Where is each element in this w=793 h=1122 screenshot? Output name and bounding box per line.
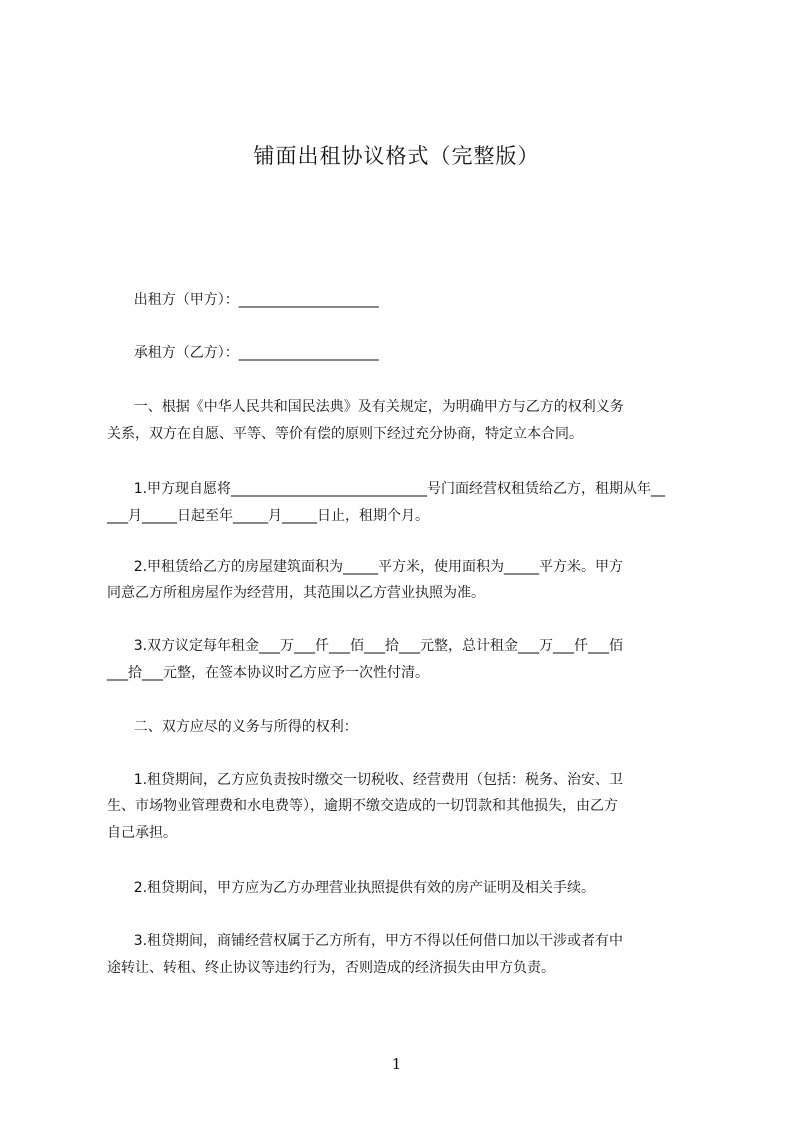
page-number: 1: [391, 1055, 402, 1073]
text-line: 承租方（乙方）：____________________: [107, 345, 379, 361]
text-line: 关系，双方在自愿、平等、等价有偿的原则下经过充分协商，特定立本合同。: [107, 426, 583, 442]
text-line: 1.租贷期间，乙方应负责按时缴交一切税收、经营费用（包括：税务、治安、卫: [107, 772, 624, 788]
text-line: 2.租贷期间，甲方应为乙方办理营业执照提供有效的房产证明及相关手续。: [107, 880, 596, 896]
text-line: 自己承担。: [107, 825, 177, 841]
text-line: 途转让、转租、终止协议等违约行为，否则造成的经济损失由甲方负责。: [107, 960, 555, 976]
document-title: 铺面出租协议格式（完整版）: [253, 144, 540, 168]
text-line: 1.甲方现自愿将____________________________号门面经营权租赁给乙方，租期从年__: [107, 481, 666, 497]
text-line: 3.租贷期间，商铺经营权属于乙方所有，甲方不得以任何借口加以干涉或者有中: [107, 933, 624, 949]
text-line: 生、市场物业管理费和水电费等），逾期不缴交造成的一切罚款和其他损失，由乙方: [107, 798, 618, 814]
text-line: ___拾___元整，在签本协议时乙方应予一次性付清。: [107, 665, 429, 681]
text-line: 3.双方议定每年租金___万___仟___佰___拾___元整，总计租金___万___仟___佰: [107, 638, 624, 654]
text-line: 出租方（甲方）：____________________: [107, 292, 379, 308]
text-line: ___月_____日起至年_____月_____日止，租期个月。: [107, 508, 429, 524]
text-line: 二、双方应尽的义务与所得的权利：: [107, 719, 358, 735]
text-line: 一、根据《中华人民共和国民法典》及有关规定，为明确甲方与乙方的权利义务: [107, 399, 624, 415]
text-line: 同意乙方所租房屋作为经营用，其范围以乙方营业执照为准。: [107, 585, 485, 601]
text-line: 2.甲租赁给乙方的房屋建筑面积为_____平方米，使用面积为_____平方米。甲方: [107, 559, 624, 575]
